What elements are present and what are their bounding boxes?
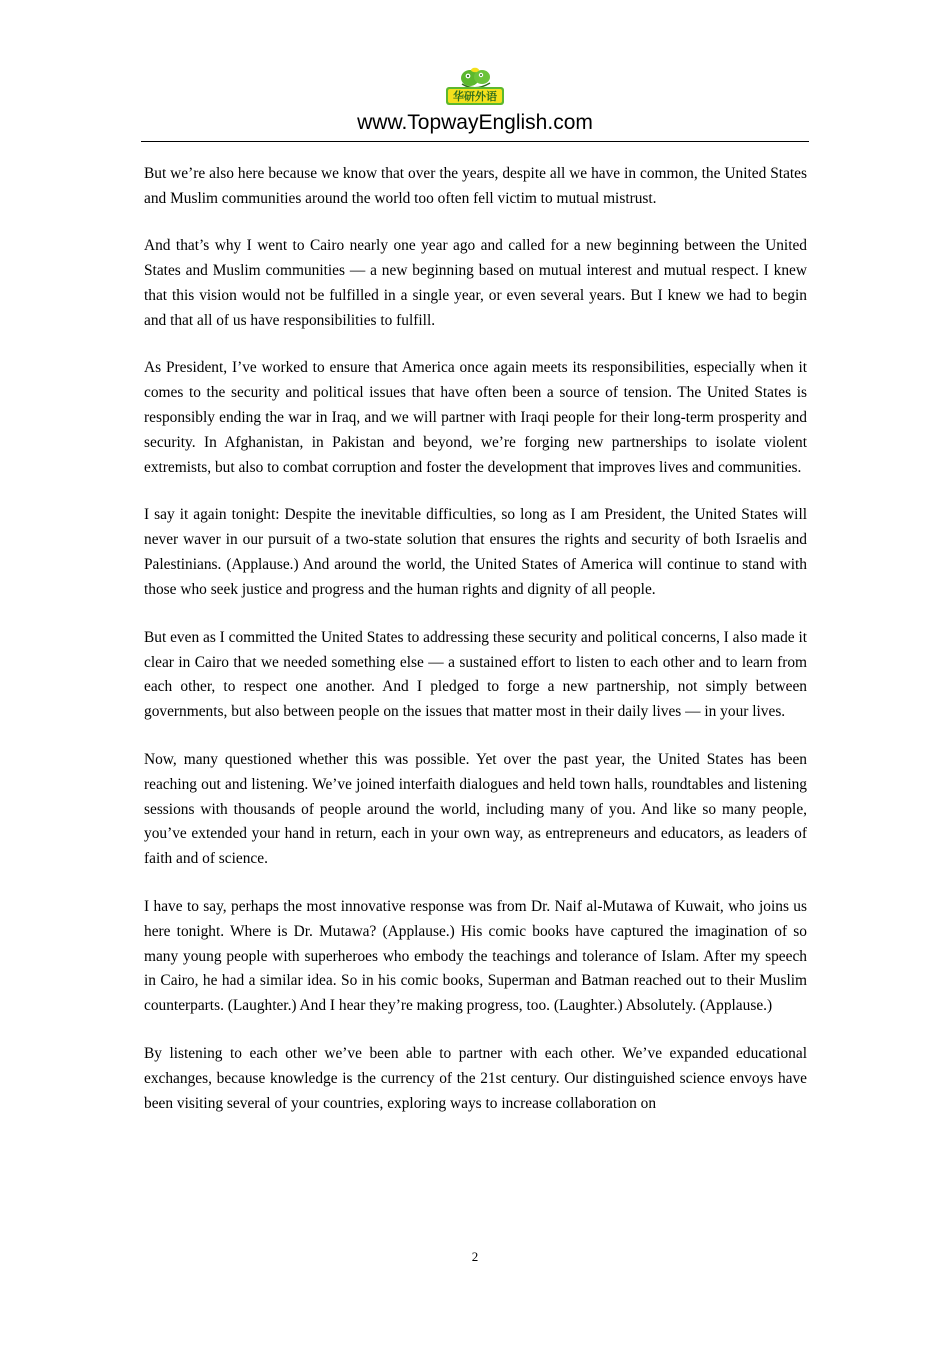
paragraph: I have to say, perhaps the most innovative response was from Dr. Naif al-Mutawa of Kuwait, who joins us here tonight. Where is Dr. Mutawa? (Applause.) His comic books have captured the imagination of so many young people with superheroes who embody the teachings and tolerance of Islam. After my speech in Cairo, he had a similar idea. So in his comic books, Superman and Batman reached out to their Muslim counterparts. (Laughter.) And I hear they’re making progress, too. (Laughter.) Absolutely. (Applause.) bbox=[144, 897, 807, 1015]
site-url: www.TopwayEnglish.com bbox=[357, 111, 593, 134]
page-number: 2 bbox=[471, 1249, 479, 1264]
paragraph: But we’re also here because we know that over the years, despite all we have in common, the United States and Muslim communities around the world too often fell victim to mutual mistrust. bbox=[144, 165, 807, 207]
page-header bbox=[141, 66, 809, 142]
paragraph: I say it again tonight: Despite the inevitable difficulties, so long as I am President, the United States will never waver in our pursuit of a two-state solution that ensures the rights and security of both Israelis and Palestinians. (Applause.) And around the world, the United States of America will continue to stand with those who seek justice and progress and the human rights and dignity of all people. bbox=[144, 506, 807, 599]
paragraph: But even as I committed the United States to addressing these security and political concerns, I also made it clear in Cairo that we needed something else — a sustained effort to listen to each other and to learn from each other, to respect one another. And I pledged to forge a new partnership, not simply between governments, but also between people on the issues that matter most in their daily lives — in your lives. bbox=[144, 628, 807, 721]
paragraph: Now, many questioned whether this was possible. Yet over the past year, the United States has been reaching out and listening. We’ve joined interfaith dialogues and held town halls, roundtables and listening sessions with thousands of people around the world, including many of you. And like so many people, you’ve extended your hand in return, each in your own way, as entrepreneurs and educators, as leaders of faith and of science. bbox=[144, 750, 807, 868]
paragraph: And that’s why I went to Cairo nearly one year ago and called for a new beginning between the United States and Muslim communities — a new beginning based on mutual interest and mutual respect. I knew that this vision would not be fulfilled in a single year, or even several years. But I knew we had to begin and that all of us have responsibilities to fulfill. bbox=[144, 237, 807, 330]
topway-english-logo bbox=[444, 66, 506, 106]
logo-wordmark: 华研外语 bbox=[453, 90, 497, 103]
paragraph: By listening to each other we’ve been able to partner with each other. We’ve expanded educational exchanges, because knowledge is the currency of the 21st century. Our distinguished science envoys have been visiting several of your countries, exploring ways to increase collaboration on bbox=[144, 1044, 807, 1112]
document-body bbox=[144, 162, 807, 1139]
paragraph: As President, I’ve worked to ensure that America once again meets its responsibilities, especially when it comes to the security and political issues that have often been a source of tension. The United States is responsibly ending the war in Iraq, and we will partner with Iraqi people for their long-term prosperity and security. In Afghanistan, in Pakistan and beyond, we’re forging new partnerships to isolate violent extremists, but also to combat corruption and foster the development that improves lives and communities. bbox=[144, 359, 807, 477]
